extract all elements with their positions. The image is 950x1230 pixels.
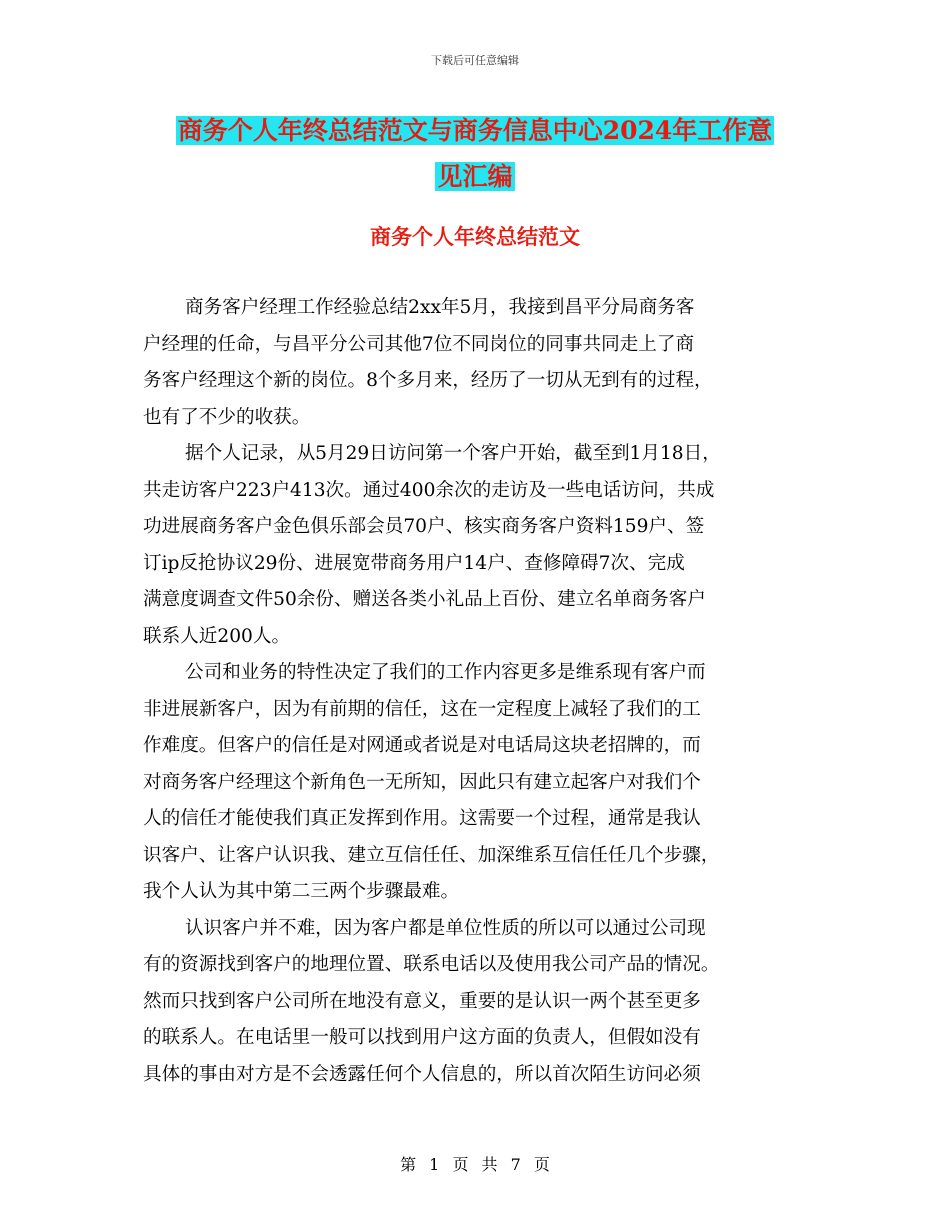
text-line: 作难度。但客户的信任是对网通或者说是对电话局这块老招牌的，而 bbox=[143, 735, 701, 756]
section-title: 商务个人年终总结范文 bbox=[370, 224, 580, 249]
text-line: 也有了不少的收获。 bbox=[143, 406, 311, 428]
body-text bbox=[143, 290, 815, 1093]
title-line-2: 见汇编 bbox=[437, 162, 513, 191]
header-note: 下载后可任意编辑 bbox=[431, 54, 519, 67]
paragraph bbox=[143, 290, 815, 436]
text-line: 订ip反抢协议29份、进展宽带商务用户14户、查修障碍7次、完成 bbox=[143, 552, 685, 574]
text-line: 公司和业务的特性决定了我们的工作内容更多是维系现有客户而 bbox=[185, 662, 706, 683]
text-line: 户经理的任命，与昌平分公司其他7位不同岗位的同事共同走上了商 bbox=[143, 333, 695, 355]
text-line: 具体的事由对方是不会透露任何个人信息的，所以首次陌生访问必须 bbox=[143, 1063, 701, 1085]
page-footer: 第 1 页 共 7 页 bbox=[400, 1155, 550, 1174]
text-line: 然而只找到客户公司所在地没有意义，重要的是认识一两个甚至更多 bbox=[143, 990, 701, 1012]
text-line: 满意度调查文件50余份、赠送各类小礼品上百份、建立名单商务客户 bbox=[143, 589, 706, 610]
document-title bbox=[0, 108, 950, 200]
text-line: 对商务客户经理这个新角色一无所知，因此只有建立起客户对我们个 bbox=[143, 771, 701, 793]
text-line: 我个人认为其中第二三两个步骤最难。 bbox=[143, 881, 460, 902]
paragraph bbox=[143, 655, 815, 911]
text-line: 功进展商务客户金色俱乐部会员70户、核实商务客户资料159户、签 bbox=[143, 516, 705, 537]
paragraph bbox=[143, 911, 815, 1094]
text-line: 据个人记录，从5月29日访问第一个客户开始，截至到1月18日， bbox=[185, 443, 721, 464]
text-line: 商务客户经理工作经验总结2xx年5月，我接到昌平分局商务客 bbox=[185, 297, 695, 318]
text-line: 识客户、让客户认识我、建立互信任任、加深维系互信任任几个步骤， bbox=[143, 844, 720, 866]
text-line: 联系人近200人。 bbox=[143, 625, 291, 647]
text-line: 认识客户并不难，因为客户都是单位性质的所以可以通过公司现 bbox=[185, 917, 706, 939]
text-line: 共走访客户223户413次。通过400余次的走访及一些电话访问，共成 bbox=[143, 479, 715, 501]
text-line: 非进展新客户，因为有前期的信任，这在一定程度上减轻了我们的工 bbox=[143, 698, 701, 720]
title-line-1: 商务个人年终总结范文与商务信息中心2024年工作意 bbox=[177, 116, 773, 145]
paragraph bbox=[143, 436, 815, 655]
text-line: 务客户经理这个新的岗位。8个多月来，经历了一切从无到有的过程， bbox=[143, 370, 713, 391]
text-line: 的联系人。在电话里一般可以找到用户这方面的负责人，但假如没有 bbox=[143, 1027, 701, 1048]
text-line: 有的资源找到客户的地理位置、联系电话以及使用我公司产品的情况。 bbox=[143, 954, 720, 975]
text-line: 人的信任才能使我们真正发挥到作用。这需要一个过程，通常是我认 bbox=[143, 808, 701, 829]
